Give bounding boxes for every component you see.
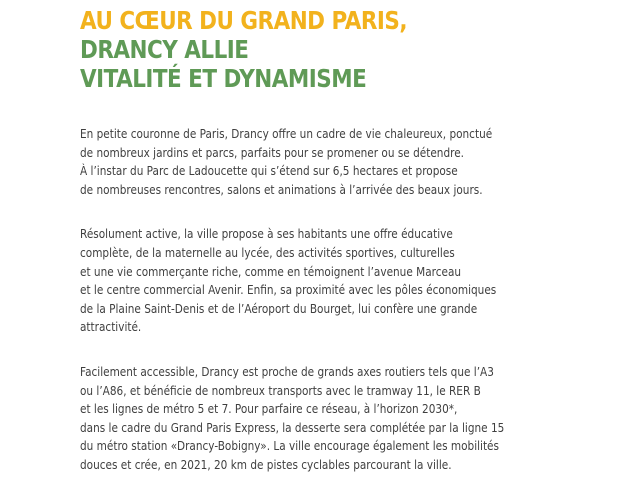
text-line: et le centre commercial Avenir. Enfin, sa proximité avec les pôles économiques: [80, 282, 497, 298]
text-line: et une vie commerçante riche, comme en témoignent l’avenue Marceau: [80, 263, 462, 279]
text-line: et les lignes de métro 5 et 7. Pour parfaire ce réseau, à l’horizon 2030*,: [80, 401, 458, 417]
text-line: Facilement accessible, Drancy est proche de grands axes routiers tels que l’A3: [80, 363, 494, 379]
text-line: douces et crée, en 2021, 20 km de pistes cyclables parcourant la ville.: [80, 456, 452, 472]
paragraph-green-spaces: [80, 125, 584, 199]
text-line: Résolument active, la ville propose à ses habitants une offre éducative: [80, 226, 453, 242]
text-line: dans le cadre du Grand Paris Express, la desserte sera complétée par la ligne 15: [80, 419, 505, 435]
text-line: de nombreuses rencontres, salons et animations à l’arrivée des beaux jours.: [80, 181, 483, 197]
text-line: de la Plaine Saint-Denis et de l’Aéroport du Bourget, lui confère une grande: [80, 300, 478, 316]
paragraph-city-life: [80, 225, 584, 337]
paragraph-transport: [80, 363, 584, 475]
heading-line-3: VITALITÉ ET DYNAMISME: [80, 64, 367, 93]
page-heading: [80, 6, 407, 93]
text-line: complète, de la maternelle au lycée, des activités sportives, culturelles: [80, 244, 455, 260]
text-line: du métro station «Drancy-Bobigny». La ville encourage également les mobilités: [80, 438, 500, 454]
heading-line-2: DRANCY ALLIE: [80, 35, 249, 64]
heading-line-1: AU CŒUR DU GRAND PARIS,: [80, 6, 408, 35]
body-text: [80, 125, 584, 501]
text-line: À l’instar du Parc de Ladoucette qui s’étend sur 6,5 hectares et propose: [80, 163, 458, 179]
text-line: En petite couronne de Paris, Drancy offre un cadre de vie chaleureux, ponctué: [80, 126, 493, 141]
text-line: attractivité.: [80, 319, 142, 335]
text-line: ou l’A86, et bénéficie de nombreux transports avec le tramway 11, le RER B: [80, 382, 481, 398]
text-line: de nombreux jardins et parcs, parfaits pour se promener ou se détendre.: [80, 144, 465, 160]
